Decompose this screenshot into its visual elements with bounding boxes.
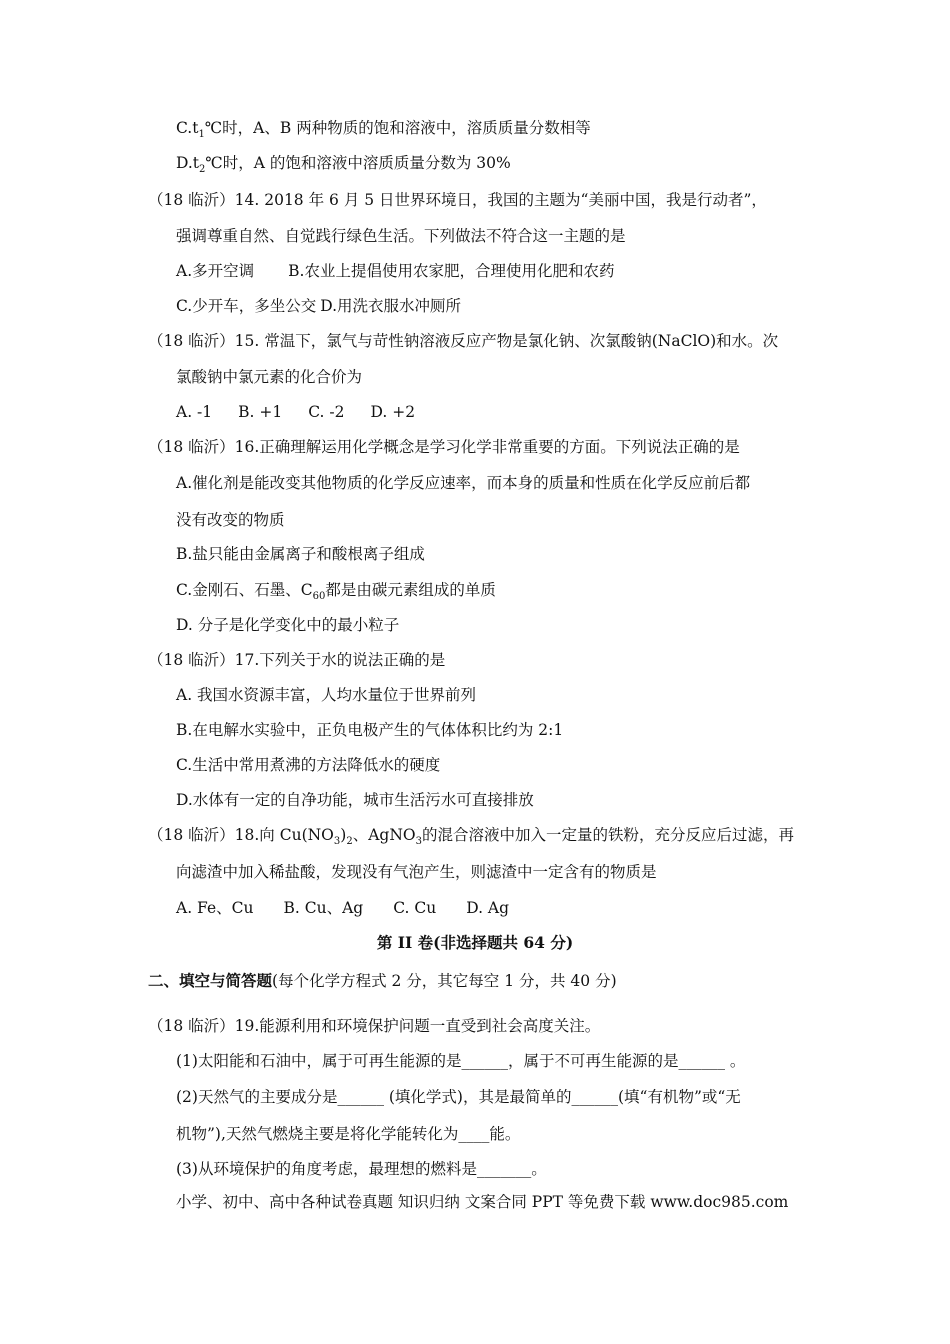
section-heading-note: (每个化学方程式 2 分，其它每空 1 分，共 40 分) <box>272 972 617 990</box>
q18-option-b: B. Cu、Ag <box>283 899 364 917</box>
q13-option-d: $D.t_2℃$时，A 的饱和溶液中溶质质量分数为 30% <box>176 154 511 176</box>
q15-options <box>176 402 415 422</box>
q16-option-c: C.金刚石、石墨、$C_{60}$都是由碳元素组成的单质 <box>176 581 496 603</box>
q14-stem-line1: （18 临沂）14. 2018 年 6 月 5 日世界环境日，我国的主题为“美丽中国，我是行动者”， <box>148 191 767 209</box>
q15-stem-line1: （18 临沂）15. 常温下，氯气与苛性钠溶液反应产物是氯化钠、次氯酸钠(NaClO)和水。次 <box>148 332 779 350</box>
q17-option-c: C.生活中常用煮沸的方法降低水的硬度 <box>176 756 441 774</box>
q16-option-a-line2: 没有改变的物质 <box>176 511 285 529</box>
q18-stem-line1: （18 临沂）18.向 $Cu(NO_3)_2$、AgNO$_3$的混合溶液中加入一定量的铁粉，充分反应后过滤，再 <box>148 826 794 848</box>
q19-stem: （18 临沂）19.能源利用和环境保护问题一直受到社会高度关注。 <box>148 1017 601 1035</box>
q17-option-a: A. 我国水资源丰富，人均水量位于世界前列 <box>176 686 477 704</box>
q18-option-d: D. Ag <box>466 899 510 917</box>
q14-stem-line2: 强调尊重自然、自觉践行绿色生活。下列做法不符合这一主题的是 <box>176 227 626 245</box>
q16-option-d: D. 分子是化学变化中的最小粒子 <box>176 616 400 634</box>
section-heading-title: 二、填空与简答题 <box>148 971 273 990</box>
page-footer: 小学、初中、高中各种试卷真题 知识归纳 文案合同 PPT 等免费下载 www.doc985.com <box>176 1193 789 1211</box>
q19-sub2-line2: 机物”),天然气燃烧主要是将化学能转化为____能。 <box>176 1125 521 1143</box>
q14-option-c: C.少开车，多坐公交 <box>176 297 317 315</box>
q15-option-a: A. -1 <box>176 403 213 421</box>
q16-option-a-line1: A.催化剂是能改变其他物质的化学反应速率，而本身的质量和性质在化学反应前后都 <box>176 474 751 492</box>
q14-option-a: A.多开空调 <box>176 262 255 280</box>
q15-option-b: B. +1 <box>238 403 283 421</box>
q16-option-b: B.盐只能由金属离子和酸根离子组成 <box>176 545 425 563</box>
section-heading <box>148 971 617 991</box>
q14-option-b: B.农业上提倡使用农家肥，合理使用化肥和农药 <box>288 262 615 280</box>
q18-option-c: C. Cu <box>393 899 437 917</box>
q14-options-ab <box>176 261 614 281</box>
part2-title: 第 II 卷(非选择题共 64 分) <box>376 933 574 952</box>
q19-sub3: (3)从环境保护的角度考虑，最理想的燃料是_______。 <box>176 1160 547 1178</box>
q14-option-d: D.用洗衣服水冲厕所 <box>320 297 462 315</box>
q18-stem-line2: 向滤渣中加入稀盐酸，发现没有气泡产生，则滤渣中一定含有的物质是 <box>176 863 657 881</box>
q14-options-cd <box>176 296 461 316</box>
q19-sub2-line1: (2)天然气的主要成分是______ (填化学式)，其是最简单的______(填“有机物”或“无 <box>176 1088 741 1106</box>
q18-option-a: A. Fe、Cu <box>176 899 254 917</box>
q17-stem: （18 临沂）17.下列关于水的说法正确的是 <box>148 651 446 669</box>
q16-stem: （18 临沂）16.正确理解运用化学概念是学习化学非常重要的方面。下列说法正确的是 <box>148 438 740 456</box>
q15-stem-line2: 氯酸钠中氯元素的化合价为 <box>176 368 363 386</box>
q17-option-d: D.水体有一定的自净功能，城市生活污水可直接排放 <box>176 791 534 809</box>
q18-options <box>176 898 509 918</box>
q15-option-d: D. +2 <box>370 403 416 421</box>
q17-option-b: B.在电解水实验中，正负电极产生的气体体积比约为 2:1 <box>176 721 564 739</box>
q15-option-c: C. -2 <box>308 403 345 421</box>
q13-option-c: $C.t_1℃$时，A、B 两种物质的饱和溶液中，溶质质量分数相等 <box>176 119 591 141</box>
q19-sub1: (1)太阳能和石油中，属于可再生能源的是______，属于不可再生能源的是______ 。 <box>176 1052 746 1070</box>
